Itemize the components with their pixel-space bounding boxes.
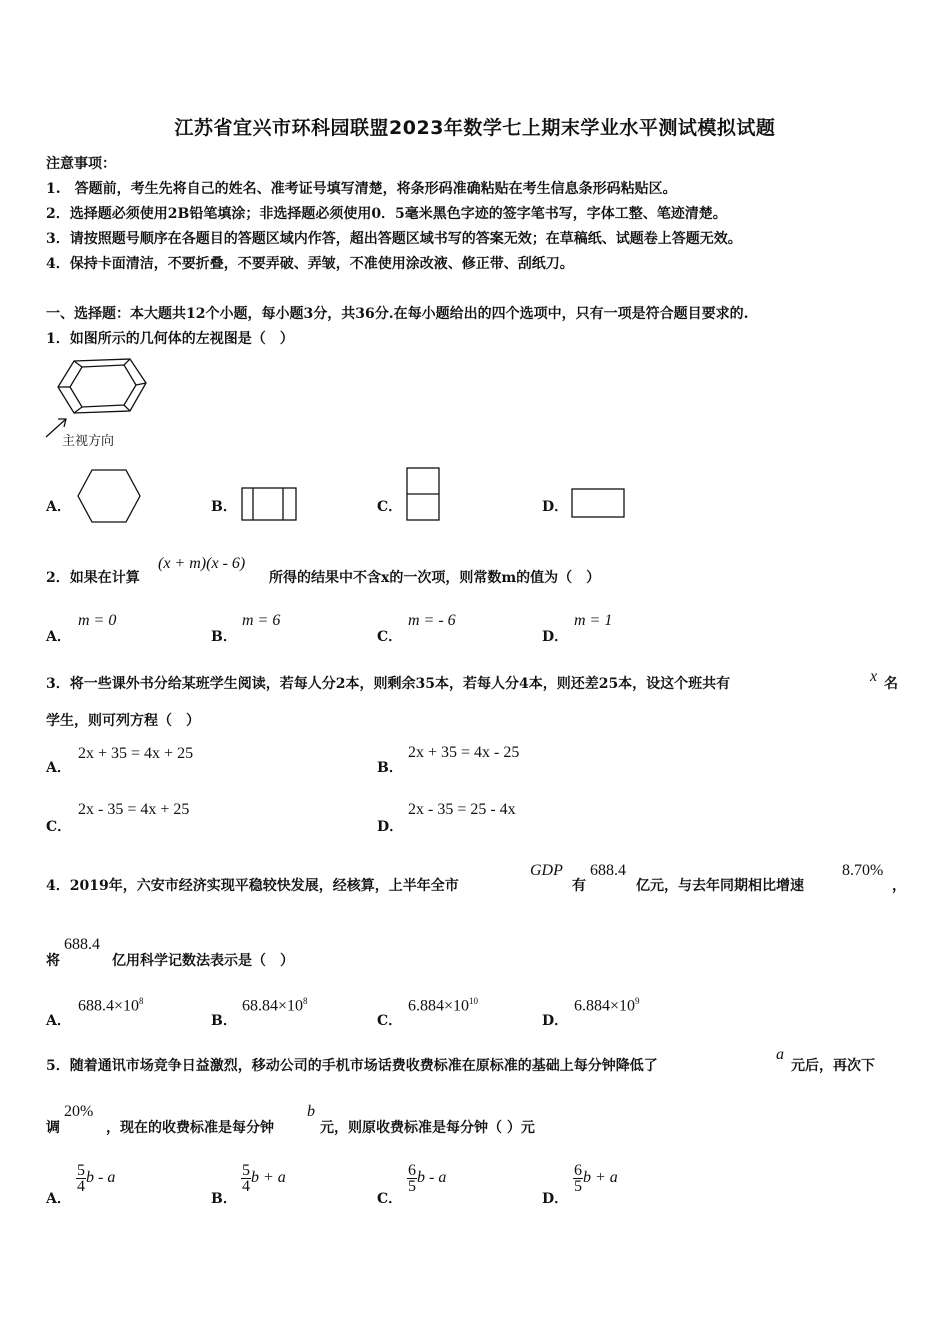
q4-stem-start: 4．2019年，六安市经济实现平稳较快发展，经核算，上半年全市 (46, 878, 459, 894)
q3-variable: x (870, 668, 878, 685)
q5-option-c-numerator: 6 (408, 1162, 416, 1179)
notice-item: 4．保持卡面清洁，不要折叠，不要弄破、弄皱，不准使用涂改液、修正带、刮纸刀。 (46, 256, 574, 272)
q4-option-c (408, 996, 478, 1015)
option-label: D． (542, 629, 569, 645)
q4-stem-e: 将 (46, 953, 60, 969)
option-label: B． (211, 1013, 237, 1029)
q3-option-d: 2x - 35 = 25 - 4x (408, 801, 516, 818)
option-label: B． (211, 499, 237, 515)
notice-item: 1. 答题前，考生先将自己的姓名、准考证号填写清楚，将条形码准确粘贴在考生信息条形码粘贴区。 (46, 181, 677, 197)
option-label: C． (46, 819, 72, 835)
q3-stem-mid: 名 (884, 676, 898, 692)
q4-option-c-exponent: 10 (469, 996, 479, 1006)
q3-option-a: 2x + 35 = 4x + 25 (78, 745, 194, 762)
option-label: A． (46, 629, 71, 645)
q5-option-d-denominator: 5 (574, 1178, 582, 1195)
option-label: B． (211, 1191, 237, 1207)
option-d-rectangle (571, 488, 627, 520)
q2-option-a: m = 0 (78, 612, 117, 629)
option-label: A． (46, 760, 71, 776)
q4-option-b-base: 68.84×10 (242, 997, 304, 1015)
option-label: B． (211, 629, 237, 645)
q5-option-a-rest: b - a (86, 1169, 116, 1187)
option-label: A． (46, 1013, 71, 1029)
q3-stem-start: 3．将一些课外书分给某班学生阅读，若每人分2本，则剩余35本，若每人分4本，则还差25本，设这个班共有 (46, 676, 731, 692)
q5-option-d-numerator: 6 (574, 1162, 582, 1179)
q5-stem-c: 调 (46, 1120, 60, 1136)
q5-stem-e: 元，则原收费标准是每分钟（ ）元 (320, 1120, 535, 1136)
q3-option-c: 2x - 35 = 4x + 25 (78, 801, 190, 818)
q4-option-d-base: 6.884×10 (574, 997, 636, 1015)
q4-option-a-exponent: 8 (139, 996, 144, 1006)
q4-option-c-base: 6.884×10 (408, 997, 470, 1015)
option-a-hexagon (76, 468, 142, 526)
q5-variable-a: a (776, 1046, 784, 1063)
option-label: B． (377, 760, 403, 776)
q2-expression: (x + m)(x - 6) (158, 555, 246, 572)
q5-percent: 20% (64, 1103, 94, 1120)
q5-option-a (76, 1163, 115, 1194)
option-c-stacked-rectangles (406, 467, 442, 523)
q5-stem-start: 5．随着通讯市场竞争日益激烈，移动公司的手机市场话费收费标准在原标准的基础上每分钟降低了 (46, 1058, 658, 1074)
q4-rate: 8.70% (842, 862, 884, 879)
q4-stem-f: 亿用科学记数法表示是（ ） (112, 953, 294, 969)
q4-option-d-exponent: 9 (635, 996, 640, 1006)
option-label: C． (377, 629, 403, 645)
section-heading: 一、选择题：本大题共12个小题，每小题3分，共36分.在每小题给出的四个选项中，只有一项是符合题目要求的. (46, 306, 749, 322)
q4-stem-c: 亿元，与去年同期相比增速 (636, 878, 804, 894)
option-label: A． (46, 499, 71, 515)
q5-stem-d: ，现在的收费标准是每分钟 (106, 1120, 274, 1136)
q3-stem-end: 学生，则可列方程（ ） (46, 713, 200, 729)
q2-option-b: m = 6 (242, 612, 281, 629)
q5-variable-b: b (307, 1103, 315, 1120)
option-label: D． (377, 819, 404, 835)
q2-stem-end: 所得的结果中不含x的一次项，则常数m的值为（ ） (269, 570, 601, 586)
q2-option-d: m = 1 (574, 612, 613, 629)
notice-item: 2．选择题必须使用2B铅笔填涂；非选择题必须使用0．5毫米黑色字迹的签字笔书写，字体工整、笔迹清楚。 (46, 206, 727, 222)
option-label: C． (377, 1013, 403, 1029)
q4-gdp: GDP (530, 862, 563, 879)
q4-option-b-exponent: 8 (303, 996, 308, 1006)
page-title: 江苏省宜兴市环科园联盟2023年数学七上期末学业水平测试模拟试题 (174, 117, 776, 139)
q5-option-c-rest: b - a (417, 1169, 447, 1187)
notice-heading: 注意事项： (46, 156, 116, 172)
option-label: C． (377, 499, 403, 515)
q5-option-a-numerator: 5 (77, 1162, 85, 1179)
q5-option-d-rest: b + a (583, 1169, 618, 1187)
option-label: D． (542, 499, 569, 515)
q5-stem-b: 元后，再次下 (791, 1058, 875, 1074)
q4-amount: 688.4 (590, 862, 626, 879)
q5-option-b (241, 1163, 286, 1194)
q2-stem-start: 2．如果在计算 (46, 570, 140, 586)
q5-option-b-denominator: 4 (242, 1178, 250, 1195)
q4-amount-2: 688.4 (64, 936, 100, 953)
option-label: A． (46, 1191, 71, 1207)
q4-option-d (574, 996, 640, 1015)
q4-stem-d: ， (892, 878, 906, 894)
q4-stem-b: 有 (572, 878, 586, 894)
q3-option-b: 2x + 35 = 4x - 25 (408, 744, 520, 761)
option-label: C． (377, 1191, 403, 1207)
q5-option-c (407, 1163, 446, 1194)
q4-option-a-base: 688.4×10 (78, 997, 140, 1015)
view-direction-caption: 主视方向 (62, 434, 115, 449)
q4-option-a (78, 996, 144, 1015)
q5-option-d (573, 1163, 618, 1194)
option-label: D． (542, 1013, 569, 1029)
option-label: D． (542, 1191, 569, 1207)
q5-option-c-denominator: 5 (408, 1178, 416, 1195)
q2-option-c: m = - 6 (408, 612, 456, 629)
q1-stem: 1．如图所示的几何体的左视图是（ ） (46, 331, 294, 347)
q5-option-b-rest: b + a (251, 1169, 286, 1187)
option-b-three-rectangles (241, 487, 297, 523)
q5-option-a-denominator: 4 (77, 1178, 85, 1195)
notice-item: 3．请按照题号顺序在各题目的答题区域内作答，超出答题区域书写的答案无效；在草稿纸、试题卷上答题无效。 (46, 231, 742, 247)
q5-option-b-numerator: 5 (242, 1162, 250, 1179)
q4-option-b (242, 996, 308, 1015)
